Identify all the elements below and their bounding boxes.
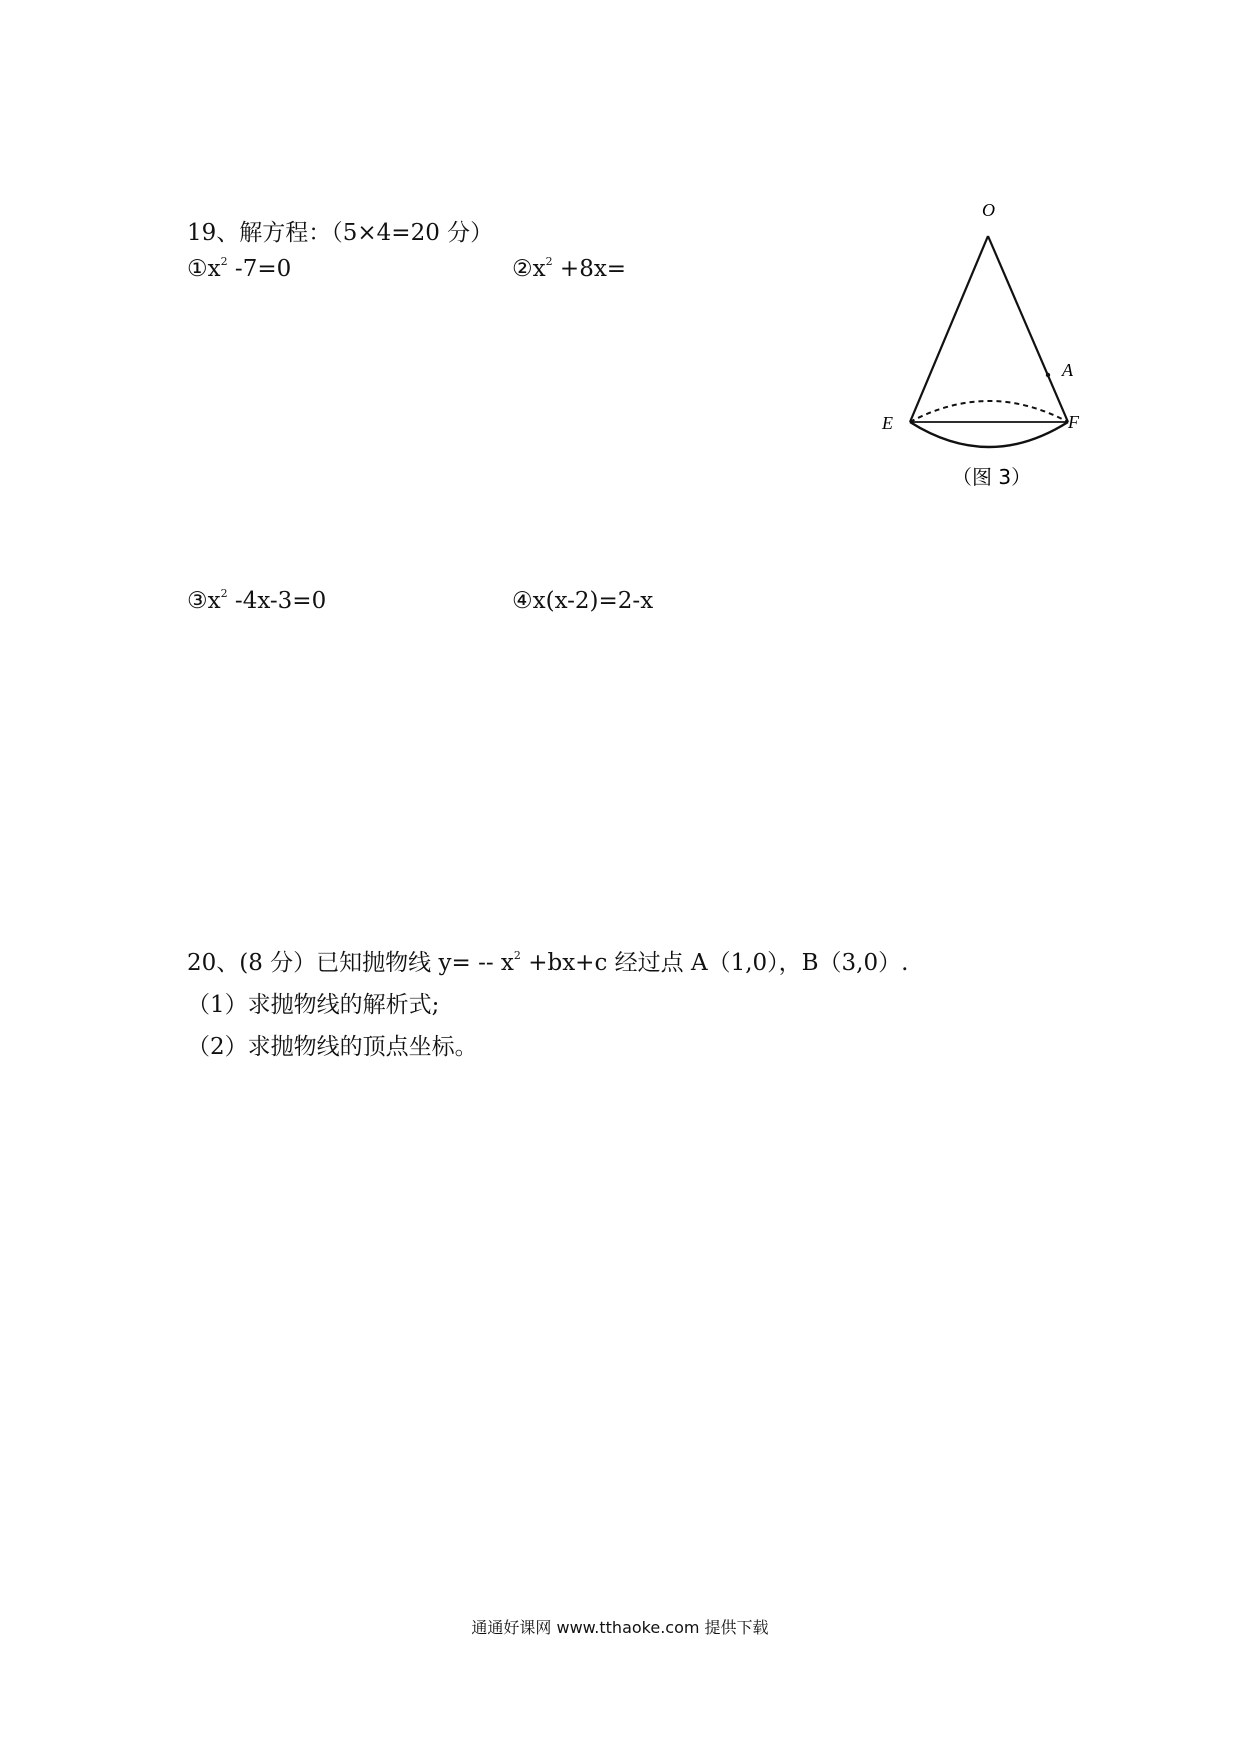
equation-3-exponent: 2 [220,587,228,601]
q20-part-1: （1）求抛物线的解析式; [187,992,440,1018]
cone-diagram [870,190,1100,510]
cone-figure [870,190,1100,510]
label-a: A [1062,360,1073,380]
cone-left-edge [910,236,988,422]
label-e: E [882,413,893,433]
equation-1 [187,254,291,284]
point-a-dot [1046,373,1050,377]
q20-stem [187,948,908,978]
cone-base-front-arc [910,422,1068,447]
equation-2-rest: +8x= [552,256,627,282]
equation-3-base: x [207,588,221,614]
equation-3 [187,586,326,616]
equation-1-rest: -7=0 [227,256,292,282]
page-footer: 通通好课网 www.tthaoke.com 提供下载 [471,1618,769,1637]
cone-base-back-arc [910,401,1068,422]
equation-2-exponent: 2 [545,255,553,269]
cone-right-edge [988,236,1068,422]
equation-1-marker: ① [187,256,208,282]
equation-2 [512,254,626,284]
figure-caption: （图 3） [952,465,1032,489]
equation-2-base: x [532,256,546,282]
equation-1-exponent: 2 [220,255,228,269]
q20-part-2: （2）求抛物线的顶点坐标。 [187,1034,478,1060]
q19-title: 19、解方程：（5×4=20 分） [187,220,494,246]
equation-4-marker: ④ [512,588,533,614]
equation-4-text: x(x-2)=2-x [532,588,654,614]
equation-3-marker: ③ [187,588,208,614]
q20-exponent: 2 [513,949,521,963]
q20-stem-start: 20、(8 分）已知抛物线 y= -- x [187,950,514,976]
equation-3-rest: -4x-3=0 [227,588,327,614]
label-o: O [982,200,995,220]
q20-stem-end: +bx+c 经过点 A（1,0），B（3,0）. [520,950,909,976]
equation-4 [512,586,653,616]
label-f: F [1068,412,1079,432]
equation-1-base: x [207,256,221,282]
equation-2-marker: ② [512,256,533,282]
